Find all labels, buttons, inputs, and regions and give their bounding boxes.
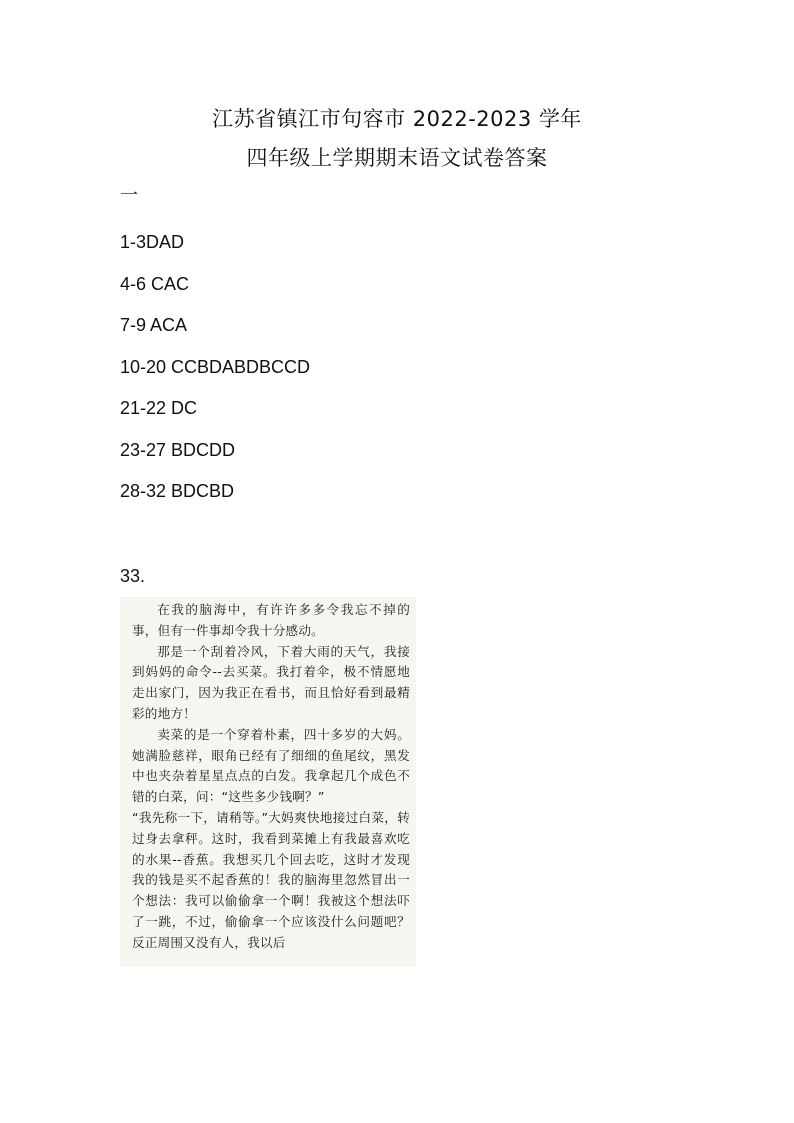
answer-line: 7-9 ACA [120, 315, 188, 335]
document-title-line-1: 江苏省镇江市句容市 2022-2023 学年 [212, 107, 582, 131]
essay-paragraph: “我先称一下，请稍等。”大妈爽快地接过白菜，转过身去拿秤。这时，我看到菜摊上有我最喜欢吃的水果--香蕉。我想买几个回去吃，这时才发现我的钱是买不起香蕉的！我的脑海里忽然冒出一个想法：我可以偷偷拿一个啊！我被这个想法吓了一跳，不过，偷偷拿一个应该没什么问题吧？反正周围又没有人，我以后 [132, 809, 410, 950]
section-mark: 一 [120, 185, 138, 206]
answer-line: 4-6 CAC [120, 273, 190, 294]
essay-paragraph: 卖菜的是一个穿着朴素，四十多岁的大妈。她满脸慈祥，眼角已经有了细细的鱼尾纹，黑发中也夹杂着星星点点的白发。我拿起几个成色不错的白菜，问：“这些多少钱啊？” [132, 726, 410, 805]
essay-paragraph: 在我的脑海中，有许许多多令我忘不掉的事，但有一件事却令我十分感动。 [132, 602, 410, 638]
answer-line: 23-27 BDCDD [120, 439, 236, 460]
essay-scan-image [120, 597, 416, 967]
answer-line: 28-32 BDCBD [120, 481, 235, 501]
answer-line: 21-22 DC [120, 398, 198, 418]
essay-paragraph: 那是一个刮着冷风，下着大雨的天气，我接到妈妈的命令--去买菜。我打着伞，极不情愿地走出家门，因为我正在看书，而且恰好看到最精彩的地方！ [132, 643, 410, 721]
document-title-line-2: 四年级上学期期末语文试卷答案 [246, 146, 548, 170]
answer-line: 1-3DAD [120, 232, 185, 252]
answer-line: 10-20 CCBDABDBCCD [120, 356, 311, 377]
question-33-label: 33. [120, 566, 146, 586]
answer-list [120, 230, 310, 521]
